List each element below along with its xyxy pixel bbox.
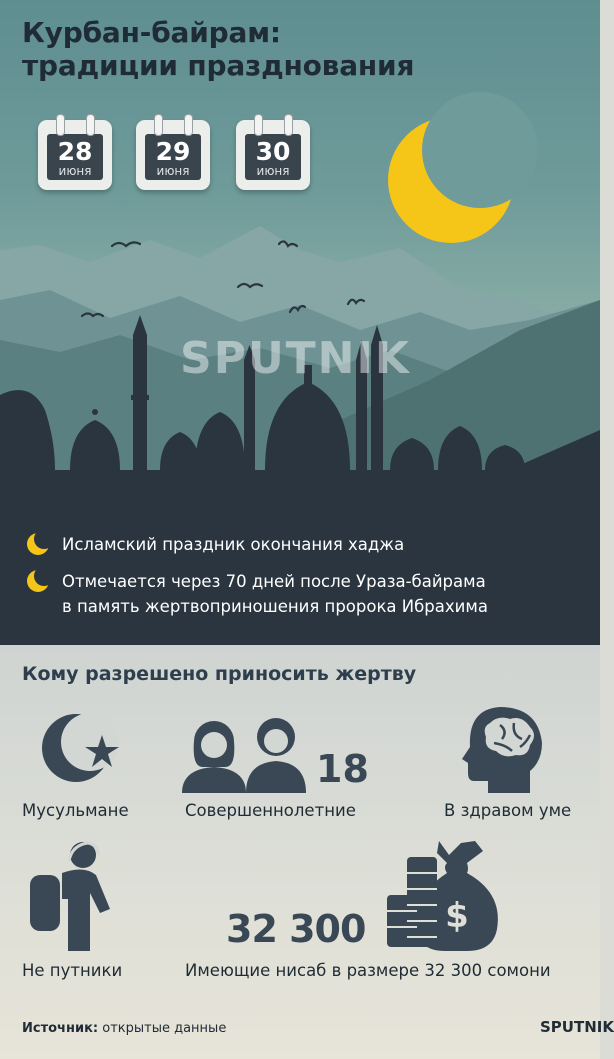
source-line bbox=[22, 1021, 226, 1036]
people-icon bbox=[180, 711, 310, 793]
nisab-amount: 32 300 bbox=[226, 907, 366, 951]
requirements-section bbox=[0, 645, 614, 1059]
label-not-travelers: Не путники bbox=[22, 961, 123, 980]
label-sane: В здравом уме bbox=[444, 801, 572, 820]
watermark: SPUTNIK bbox=[180, 333, 411, 384]
title-line-2: традиции празднования bbox=[22, 49, 415, 82]
source-value: открытые данные bbox=[102, 1021, 227, 1036]
calendar-icon bbox=[38, 114, 112, 190]
source-label: Источник: bbox=[22, 1021, 99, 1036]
label-adults: Совершеннолетние bbox=[185, 801, 356, 820]
age-number: 18 bbox=[316, 747, 369, 791]
calendar-icon bbox=[136, 114, 210, 190]
calendar-icon bbox=[236, 114, 310, 190]
label-nisab: Имеющие нисаб в размере 32 300 сомони bbox=[185, 961, 551, 980]
date-day: 29 bbox=[155, 137, 191, 166]
fact-2 bbox=[62, 569, 488, 619]
backpacker-icon bbox=[28, 839, 123, 951]
fact-2-line-1: Отмечается через 70 дней после Ураза-байрама bbox=[62, 572, 486, 591]
money-bag-icon bbox=[385, 833, 505, 953]
dollar-icon: $ bbox=[445, 896, 469, 936]
crescent-moon-icon bbox=[388, 92, 538, 243]
date-month: июня bbox=[156, 164, 190, 178]
head-brain-icon bbox=[460, 705, 550, 793]
crescent-star-icon bbox=[40, 707, 122, 789]
fact-2-line-2: в память жертвоприношения пророка Ибрахима bbox=[62, 597, 488, 616]
date-day: 28 bbox=[57, 137, 93, 166]
page-title bbox=[22, 16, 414, 82]
brand-logo: SPUTNIK bbox=[540, 1018, 614, 1036]
title-line-1: Курбан-байрам: bbox=[22, 16, 281, 49]
section-title: Кому разрешено приносить жертву bbox=[22, 663, 417, 685]
date-day: 30 bbox=[255, 137, 291, 166]
label-muslims: Мусульмане bbox=[22, 801, 129, 820]
date-month: июня bbox=[256, 164, 290, 178]
date-month: июня bbox=[58, 164, 92, 178]
fact-1: Исламский праздник окончания хаджа bbox=[62, 535, 405, 554]
